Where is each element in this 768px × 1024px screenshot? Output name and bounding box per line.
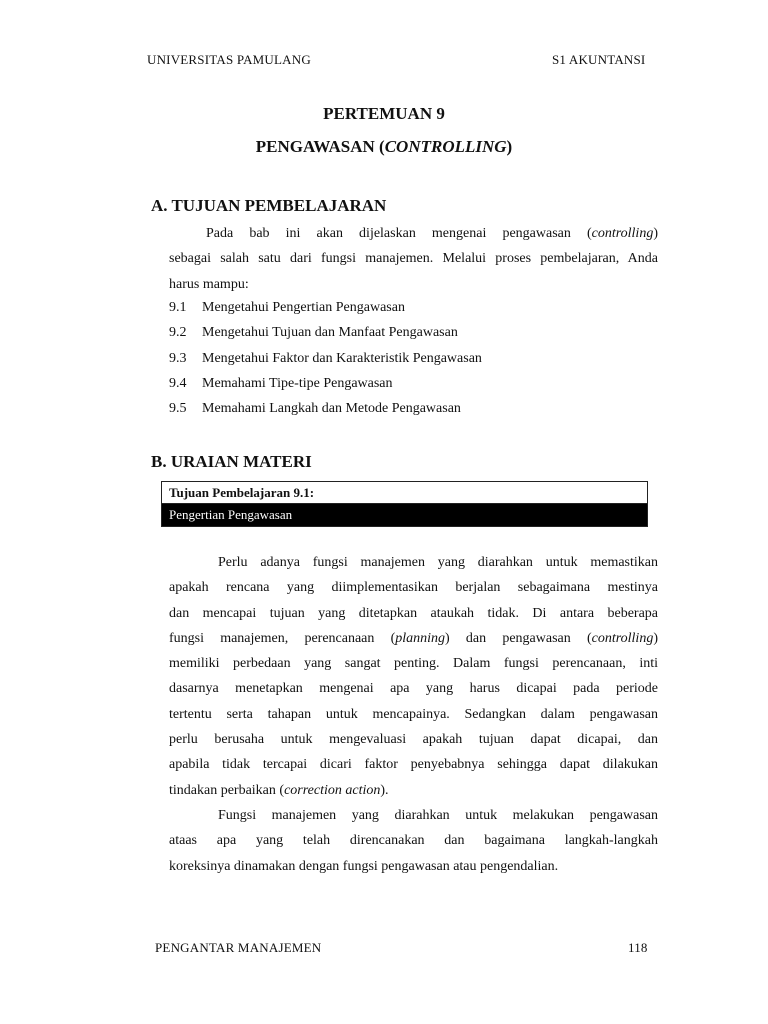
section-a-heading: A. TUJUAN PEMBELAJARAN: [151, 196, 387, 215]
list-item: 9.4 Memahami Tipe-tipe Pengawasan: [169, 375, 393, 391]
footer-course: PENGANTAR MANAJEMEN: [155, 940, 322, 955]
section-b-paragraph-2: Fungsi manajemen yang diarahkan untuk melakukan pengawasan ataas apa yang telah direncanakan dan bagaimana langkah-langkah koreksinya dinamakan dengan fungsi pengawasan atau pengendalian.: [169, 808, 658, 874]
learning-goal-subtitle: Pengertian Pengawasan: [162, 504, 647, 526]
list-item: 9.5 Memahami Langkah dan Metode Pengawasan: [169, 401, 461, 417]
learning-goal-title: Tujuan Pembelajaran 9.1:: [162, 482, 647, 504]
header-university: UNIVERSITAS PAMULANG: [147, 52, 311, 67]
section-b-paragraph-1: Perlu adanya fungsi manajemen yang diarahkan untuk memastikan apakah rencana yang diimplementasikan berjalan sebagaimana mestinya dan mencapai tujuan yang ditetapkan ataukah tidak. Di antara beberapa fungsi manajemen, perencanaan (planning) dan pengawasan (controlling) memiliki perbedaan yang sangat penting. Dalam fungsi perencanaan, inti dasarnya menetapkan mengenai apa yang harus dicapai pada periode tertentu serta tahapan untuk mencapainya. Sedangkan dalam pengawasan perlu berusaha untuk mengevaluasi apakah tujuan dapat dicapai, dan apabila tidak tercapai dicari faktor penyebabnya sehingga dapat dilakukan tindakan perbaikan (correction action).: [169, 555, 658, 798]
header-program: S1 AKUNTANSI: [552, 52, 646, 67]
section-b-heading: B. URAIAN MATERI: [151, 452, 312, 471]
list-item: 9.3 Mengetahui Faktor dan Karakteristik Pengawasan: [169, 350, 482, 366]
learning-objectives-list: [169, 300, 658, 426]
list-item: 9.2 Mengetahui Tujuan dan Manfaat Pengawasan: [169, 325, 458, 341]
page-subtitle: PENGAWASAN (CONTROLLING): [255, 137, 513, 156]
learning-goal-box: [161, 481, 648, 527]
list-item: 9.1 Mengetahui Pengertian Pengawasan: [169, 300, 405, 315]
section-a-intro: Pada bab ini akan dijelaskan mengenai pengawasan (controlling) sebagai salah satu dari fungsi manajemen. Melalui proses pembelajaran, Anda harus mampu:: [169, 226, 658, 292]
page-number: 118: [628, 940, 648, 955]
page-title: PERTEMUAN 9: [323, 104, 445, 123]
